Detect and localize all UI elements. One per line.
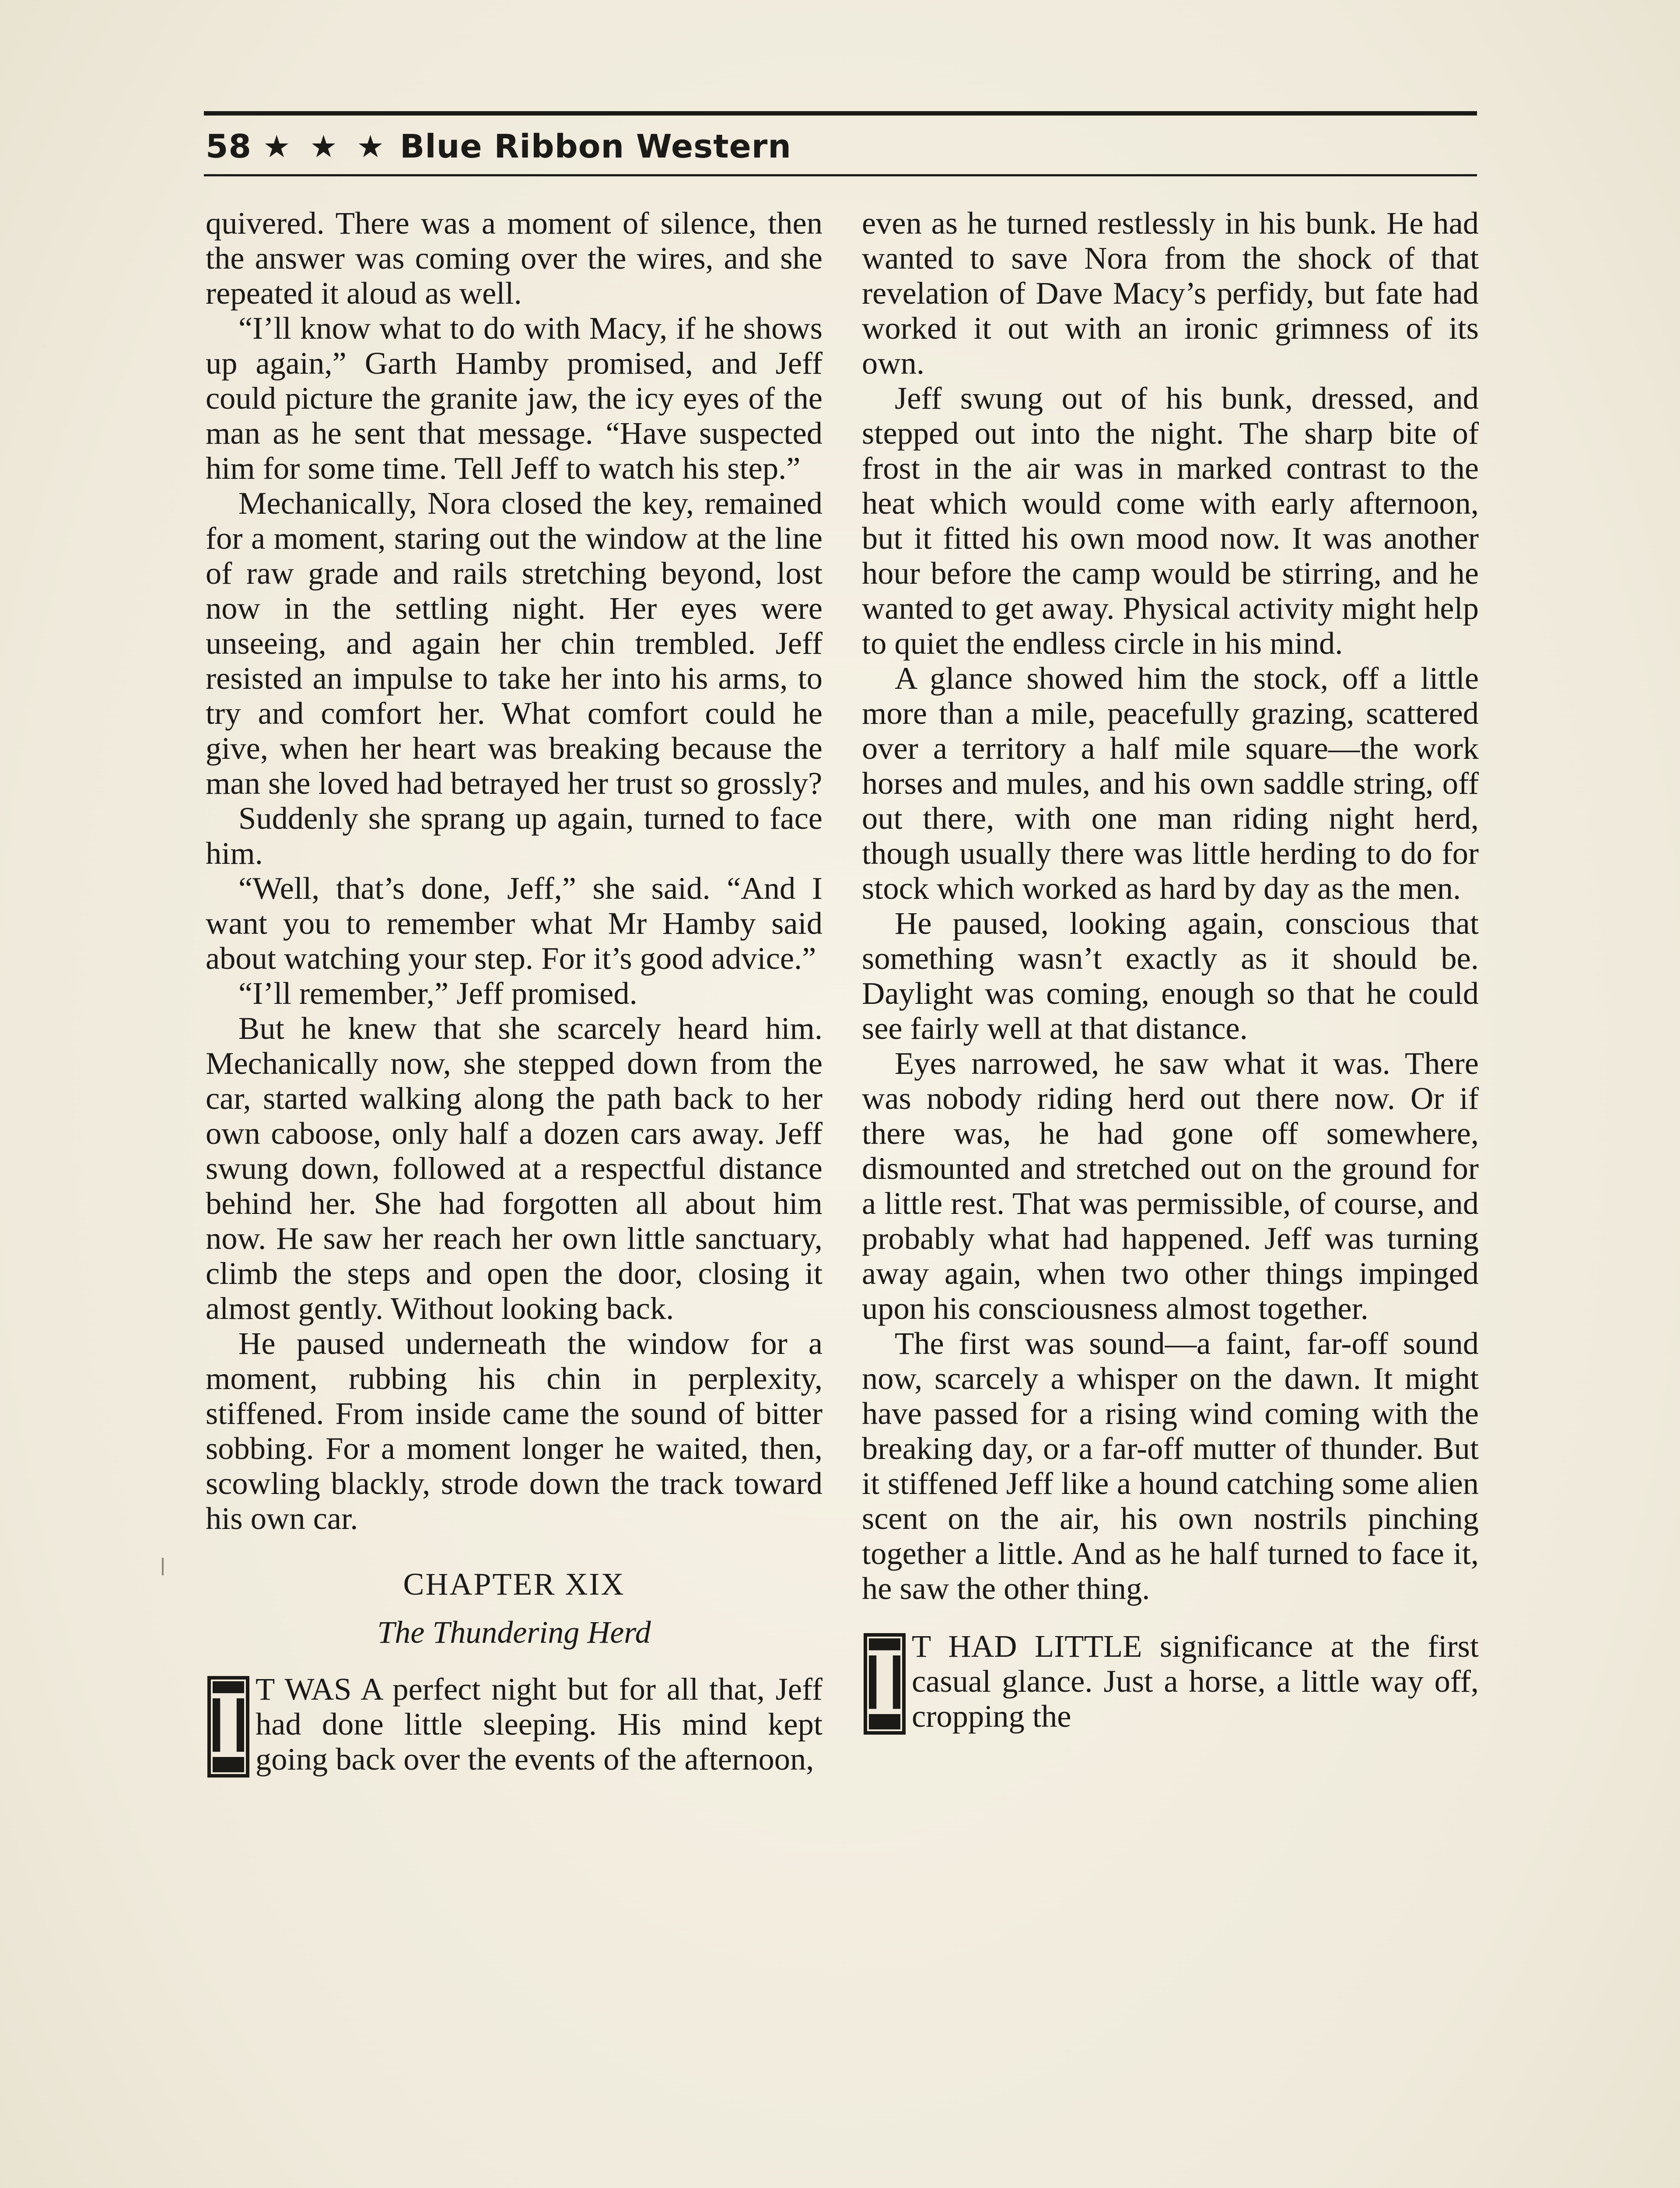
paragraph: Mechanically, Nora closed the key, remained for a moment, staring out the window at the line of raw grade and rails stretching beyond, lost now in the settling night. Her eyes were unseeing, and again her chin trembled. Jeff resisted an impulse to take her into his arms, to try and comfort her. What comfort could he give, when her heart was breaking because the man she loved had betrayed her trust so grossly? — [206, 485, 822, 801]
header-bottom-rule — [204, 174, 1477, 176]
left-column — [206, 206, 822, 1778]
margin-tick-mark — [162, 1558, 164, 1575]
paragraph: “I’ll know what to do with Macy, if he shows up again,” Garth Hamby promised, and Jeff could picture the granite jaw, the icy eyes of the man as he sent that message. “Have suspected him for some time. Tell Jeff to watch his step.” — [206, 310, 822, 486]
chapter-subtitle: The Thundering Herd — [377, 1615, 651, 1650]
paragraph: He paused, looking again, conscious that something wasn’t exactly as it should be. Daylight was coming, enough so that he could see fairly well at that distance. — [862, 905, 1479, 1046]
stars-ornament: ★ ★ ★ — [262, 129, 388, 165]
header-top-rule — [204, 111, 1477, 116]
dropcap-paragraph-text: T HAD LITTLE significance at the first casual glance. Just a horse, a little way off, cropping the — [912, 1628, 1479, 1734]
chapter-title: CHAPTER XIX — [403, 1567, 625, 1602]
paragraph: He paused underneath the window for a moment, rubbing his chin in perplexity, stiffened. From inside came the sound of bitter sobbing. For a moment longer he waited, then, scowling blackly, strode down the track toward his own car. — [206, 1325, 822, 1536]
paragraph: Jeff swung out of his bunk, dressed, and stepped out into the night. The sharp bite of frost in the air was in marked contrast to the heat which would come with early afternoon, but it fitted his own mood now. It was another hour before the camp would be stirring, and he wanted to get away. Physical activity might help to quiet the endless circle in his mind. — [862, 380, 1479, 661]
drop-cap: I — [208, 1675, 249, 1778]
magazine-title: Blue Ribbon Western — [400, 128, 791, 165]
paragraph: A glance showed him the stock, off a little more than a mile, peacefully grazing, scattered over a territory a half mile square—the work horses and mules, and his own saddle string, off out there, with one man riding night herd, though usually there was little herding to do for stock which worked as hard by day as the men. — [862, 660, 1479, 906]
paragraph: “I’ll remember,” Jeff promised. — [238, 975, 637, 1011]
paragraph: But he knew that she scarcely heard him. Mechanically now, she stepped down from the car, started walking along the path back to her own caboose, only half a dozen cars away. Jeff swung down, followed at a respectful distance behind her. She had forgotten all about him now. He saw her reach her own little sanctuary, climb the steps and open the door, closing it almost gently. Without looking back. — [206, 1010, 822, 1326]
paragraph: even as he turned restlessly in his bunk. He had wanted to save Nora from the shock of that revelation of Dave Macy’s perfidy, but fate had worked it out with an ironic grimness of its own. — [862, 205, 1479, 381]
dropcap-paragraph — [862, 1629, 1479, 1734]
dropcap-paragraph-text: T WAS A perfect night but for all that, Jeff had done little sleeping. His mind kept going back over the events of the afternoon, — [256, 1671, 822, 1777]
running-head — [206, 123, 791, 171]
dropcap-paragraph — [206, 1672, 822, 1777]
paragraph: Suddenly she sprang up again, turned to face him. — [206, 800, 822, 871]
paragraph: quivered. There was a moment of silence, then the answer was coming over the wires, and she repeated it aloud as well. — [206, 205, 822, 311]
page-number: 58 — [206, 128, 252, 165]
paragraph: The first was sound—a faint, far-off sound now, scarcely a whisper on the dawn. It might have passed for a rising wind coming with the breaking day, or a far-off mutter of thunder. But it stiffened Jeff like a hound catching some alien scent on the air, his own nostrils pinching together a little. And as he half turned to face it, he saw the other thing. — [862, 1325, 1479, 1606]
right-column — [862, 206, 1479, 1735]
paragraph: Eyes narrowed, he saw what it was. There was nobody riding herd out there now. Or if there was, he had gone off somewhere, dismounted and stretched out on the ground for a little rest. That was permissible, of course, and probably what had happened. Jeff was turning away again, when two other things impinged upon his consciousness almost together. — [862, 1045, 1479, 1326]
drop-cap: I — [864, 1632, 905, 1735]
paragraph: “Well, that’s done, Jeff,” she said. “And I want you to remember what Mr Hamby said about watching your step. For it’s good advice.” — [206, 870, 822, 976]
